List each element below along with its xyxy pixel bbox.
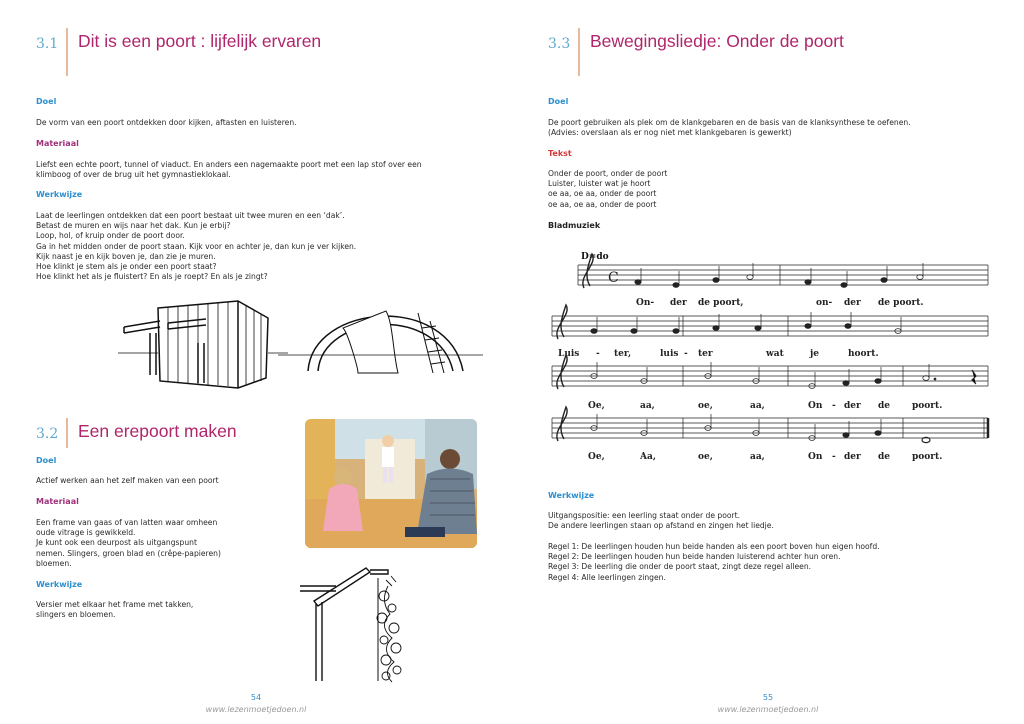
lyric-syllable: aa, bbox=[640, 401, 655, 411]
key-label: D=do bbox=[581, 252, 609, 262]
lyric-syllable: aa, bbox=[750, 452, 765, 462]
werkwijze-label: Werkwijze bbox=[36, 190, 83, 199]
music-staff-4 bbox=[552, 407, 988, 443]
section-number: 3.1 bbox=[36, 36, 59, 52]
lyric-syllable: de poort. bbox=[878, 298, 924, 308]
regel-item: Regel 4: Alle leerlingen zingen. bbox=[548, 572, 666, 582]
regel-item: Regel 3: De leerling die onder de poort staat, zingt deze regel alleen. bbox=[548, 562, 812, 572]
lyric-syllable: ter, bbox=[614, 349, 632, 359]
doel-label: Doel bbox=[548, 97, 569, 106]
lyric-syllable: de bbox=[878, 401, 891, 411]
regels-list bbox=[548, 542, 880, 583]
music-staff-1 bbox=[578, 254, 988, 288]
lyric-syllable: - bbox=[596, 349, 600, 359]
lyric-syllable: luis bbox=[660, 349, 679, 359]
bladmuziek-label: Bladmuziek bbox=[548, 221, 601, 230]
werkwijze-label: Werkwijze bbox=[36, 580, 83, 589]
werkwijze-text: Laat de leerlingen ontdekken dat een poort bestaat uit twee muren en een ‘dak’. Betast de muren en wijs naar het dak. Kun je erbij? Loop, hol, of kruip onder de poort door. Ga in het midden onder de poort staan. Kijk voor en achter je, dan kun je ver kijken. Kijk naast je en kijk boven je, dan zie je muren. Hoe klinkt je stem als je onder een poort staat? Hoe klinkt het als je fluistert? En als je roept? En als je zingt? bbox=[36, 211, 357, 282]
classroom-photo-art bbox=[305, 419, 477, 548]
lyric-syllable: der bbox=[670, 298, 687, 308]
lyric-syllable: der bbox=[844, 298, 861, 308]
regel-item: Regel 1: De leerlingen houden hun beide handen als een poort boven hun eigen hoofd. bbox=[548, 542, 880, 551]
lyric-syllable: poort. bbox=[912, 452, 943, 462]
materiaal-label: Materiaal bbox=[36, 497, 79, 506]
svg-text:C: C bbox=[608, 270, 619, 286]
doel-text: De vorm van een poort ontdekken door kijken, aftasten en luisteren. bbox=[36, 118, 297, 127]
lyric-syllable: oe, bbox=[698, 401, 713, 411]
lyrics-row-4 bbox=[588, 452, 942, 462]
section-title: Bewegingsliedje: Onder de poort bbox=[590, 31, 844, 51]
gate-illustrations bbox=[118, 293, 488, 393]
right-page bbox=[512, 0, 1024, 724]
lyric-syllable: oe, bbox=[698, 452, 713, 462]
tekst-lyrics: Onder de poort, onder de poort Luister, luister wat je hoort oe aa, oe aa, onder de poort oe aa, oe aa, onder de poort bbox=[548, 169, 668, 209]
page-number: 54 bbox=[250, 693, 262, 702]
section-title: Dit is een poort : lijfelijk ervaren bbox=[78, 31, 322, 51]
doel-label: Doel bbox=[36, 97, 57, 106]
werkwijze-label: Werkwijze bbox=[548, 491, 595, 500]
lyric-syllable: - bbox=[832, 452, 836, 462]
lyric-syllable: hoort. bbox=[848, 349, 879, 359]
lyric-syllable: on- bbox=[816, 298, 833, 308]
materiaal-text: Liefst een echte poort, tunnel of viaduct. En anders een nagemaakte poort met een lap stof over een klimboog of over de brug uit het gymnastieklokaal. bbox=[36, 160, 422, 180]
flower-garland bbox=[377, 576, 401, 682]
doel-text: Actief werken aan het zelf maken van een poort bbox=[36, 476, 219, 485]
regel-item: Regel 2: De leerlingen houden hun beide handen luisterend achter hun oren. bbox=[548, 552, 841, 562]
werkwijze-text: Uitgangspositie: een leerling staat onder de poort. De andere leerlingen staan op afstand en zingen het liedje. bbox=[548, 511, 774, 531]
section-title: Een erepoort maken bbox=[78, 421, 237, 441]
sheet-music bbox=[548, 246, 998, 468]
footer-url: www.lezenmoetjedoen.nl bbox=[717, 705, 819, 714]
lyrics-row-1 bbox=[636, 298, 923, 308]
section-3-2-header bbox=[36, 418, 237, 448]
section-number: 3.3 bbox=[548, 36, 571, 52]
decorated-frame-drawing bbox=[296, 556, 421, 686]
section-number: 3.2 bbox=[36, 426, 59, 442]
lyric-syllable: wat bbox=[766, 349, 784, 359]
lyric-syllable: je bbox=[810, 349, 819, 359]
lyric-syllable: - bbox=[832, 401, 836, 411]
music-staff-2 bbox=[552, 305, 988, 339]
lyric-syllable: Oe, bbox=[588, 452, 605, 462]
doel-label: Doel bbox=[36, 456, 57, 465]
arch-gate-drawing bbox=[278, 311, 483, 373]
lyric-syllable: der bbox=[844, 452, 861, 462]
materiaal-label: Materiaal bbox=[36, 139, 79, 148]
lyric-syllable: Oe, bbox=[588, 401, 605, 411]
lyric-syllable: poort. bbox=[912, 401, 943, 411]
lyric-syllable: Aa, bbox=[640, 452, 656, 462]
lyric-syllable: On bbox=[808, 401, 823, 411]
music-staff-3 bbox=[552, 355, 988, 389]
classroom-photo bbox=[305, 419, 477, 548]
lyric-syllable: On bbox=[808, 452, 823, 462]
materiaal-text: Een frame van gaas of van latten waar omheen oude vitrage is gewikkeld. Je kunt ook een deurpost als uitgangspunt nemen. Slingers, groen blad en (crêpe-papieren) bloemen. bbox=[36, 518, 221, 568]
werkwijze-text: Versier met elkaar het frame met takken, slingers en bloemen. bbox=[36, 600, 194, 620]
doel-text: De poort gebruiken als plek om de klankgebaren en de basis van de klanksynthese te oefenen. (Advies: overslaan als er nog niet met klankgebaren is gewerkt) bbox=[548, 118, 911, 138]
lyrics-row-2 bbox=[558, 349, 879, 359]
lyric-syllable: de poort, bbox=[698, 298, 744, 308]
section-3-1-header bbox=[36, 28, 321, 76]
section-3-3-header bbox=[548, 28, 844, 76]
lyric-syllable: aa, bbox=[750, 401, 765, 411]
page-number: 55 bbox=[762, 693, 774, 702]
tekst-label: Tekst bbox=[548, 149, 572, 158]
lyric-syllable: ter bbox=[698, 349, 713, 359]
footer-url: www.lezenmoetjedoen.nl bbox=[205, 705, 307, 714]
lyric-syllable: der bbox=[844, 401, 861, 411]
lyric-syllable: - bbox=[684, 349, 688, 359]
lyrics-row-3 bbox=[588, 401, 942, 411]
lyric-syllable: Luis bbox=[558, 349, 580, 359]
lyric-syllable: On- bbox=[636, 298, 655, 308]
cloth-gate-drawing bbox=[118, 301, 288, 388]
lyric-syllable: de bbox=[878, 452, 891, 462]
